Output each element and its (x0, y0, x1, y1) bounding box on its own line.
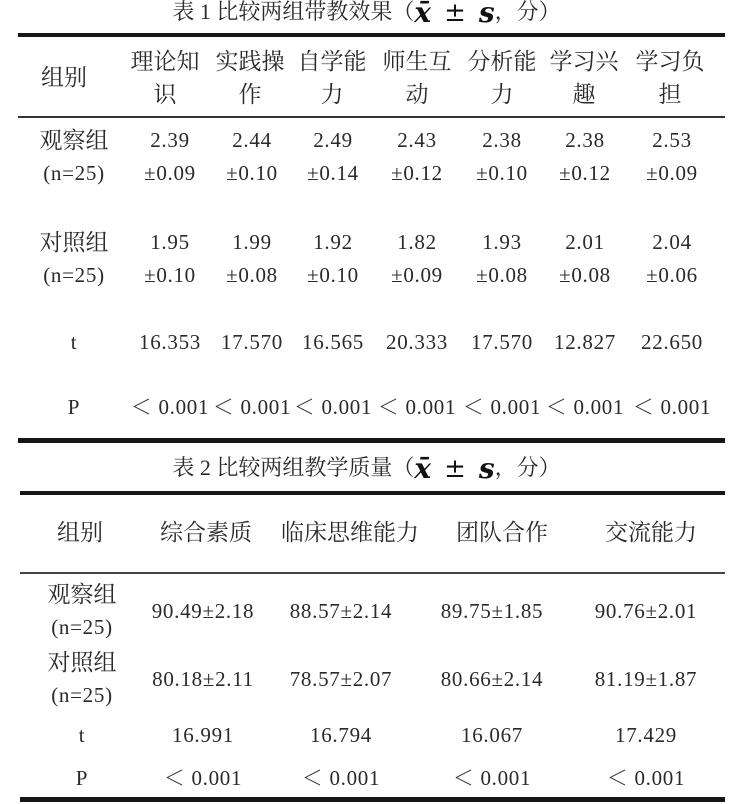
group-column-header: 组别 (41, 65, 87, 90)
sd-value: ±0.12 (391, 161, 443, 185)
group-name: 观察组 (39, 128, 109, 153)
sd-value: ±0.08 (476, 263, 528, 287)
mean-symbol: x̄ (414, 452, 432, 485)
sd-symbol: s (478, 0, 495, 29)
mean-value: 2.39 (150, 128, 190, 152)
p-value: ＜ 0.001 (632, 395, 712, 419)
mean-value: 2.43 (397, 128, 437, 152)
plus-minus-symbol: ± (444, 0, 466, 28)
sd-value: ±0.09 (391, 263, 443, 287)
mean-sd-cell: 81.19±1.87 (594, 667, 698, 691)
mean-sd-cell: 80.18±2.11 (152, 667, 254, 691)
p-value: ＜ 0.001 (212, 395, 292, 419)
group-name: 对照组 (47, 650, 117, 675)
t-value: 16.067 (461, 723, 523, 747)
mean-sd-cell: 78.57±2.07 (289, 667, 393, 691)
mean-value: 2.44 (232, 128, 272, 152)
group-column-header: 组别 (57, 520, 103, 545)
p-value: ＜ 0.001 (130, 395, 210, 419)
group-name: 观察组 (47, 582, 117, 607)
mean-value: 2.38 (565, 128, 605, 152)
mean-sd-cell: 88.57±2.14 (289, 599, 393, 623)
p-value: ＜ 0.001 (545, 395, 625, 419)
sd-value: ±0.09 (144, 161, 196, 185)
mean-sd-cell: 80.66±2.14 (440, 667, 544, 691)
column-header: 交流能力 (605, 520, 697, 545)
mean-value: 1.82 (397, 230, 437, 254)
p-value: ＜ 0.001 (462, 395, 542, 419)
mean-value: 1.92 (313, 230, 353, 254)
mean-symbol: x̄ (414, 0, 432, 29)
t-statistic-label: t (70, 330, 78, 354)
t-value: 22.650 (641, 330, 703, 354)
group-size: (n=25) (43, 161, 105, 185)
t-value: 20.333 (386, 330, 448, 354)
p-value-label: P (75, 766, 89, 790)
mean-sd-cell: 90.49±2.18 (151, 599, 255, 623)
t-value: 17.429 (615, 723, 677, 747)
mean-sd-cell: 89.75±1.85 (440, 599, 544, 623)
caption-unit: ，分） (494, 455, 561, 480)
sd-value: ±0.14 (307, 161, 359, 185)
plus-minus-symbol: ± (444, 454, 466, 484)
group-name: 对照组 (39, 230, 109, 255)
mean-value: 2.49 (313, 128, 353, 152)
p-value: ＜ 0.001 (293, 395, 373, 419)
table-row (0, 646, 733, 712)
column-header-text: 理论知识 (130, 49, 200, 107)
mean-value: 1.93 (482, 230, 522, 254)
sd-value: ±0.08 (559, 263, 611, 287)
column-header-text: 学习负担 (635, 49, 705, 107)
group-size: (n=25) (51, 683, 113, 707)
group-label (22, 578, 142, 644)
t-value: 16.991 (172, 723, 234, 747)
t-value: 17.570 (471, 330, 533, 354)
p-value: ＜ 0.001 (377, 395, 457, 419)
column-header: 团队合作 (456, 520, 548, 545)
bottom-rule (20, 797, 725, 802)
sd-value: ±0.10 (144, 263, 196, 287)
p-value: ＜ 0.001 (606, 766, 686, 790)
mean-value: 2.38 (482, 128, 522, 152)
sd-value: ±0.08 (226, 263, 278, 287)
mean-value: 1.95 (150, 230, 190, 254)
caption-text: 表 1 比较两组带教效果（ (172, 0, 415, 24)
sd-value: ±0.10 (476, 161, 528, 185)
t-row (0, 719, 733, 751)
column-header-text: 学习兴趣 (549, 49, 619, 107)
group-size: (n=25) (43, 263, 105, 287)
column-header-text: 师生互动 (382, 49, 452, 107)
group-label (22, 646, 142, 712)
p-value: ＜ 0.001 (163, 766, 243, 790)
mean-sd-cell: 90.76±2.01 (594, 599, 698, 623)
t-statistic-label: t (78, 723, 86, 747)
p-value: ＜ 0.001 (452, 766, 532, 790)
mean-value: 2.53 (652, 128, 692, 152)
mean-value: 2.04 (652, 230, 692, 254)
table-row (0, 578, 733, 644)
sd-symbol: s (478, 452, 495, 485)
t-value: 16.353 (139, 330, 201, 354)
t-value: 16.565 (302, 330, 364, 354)
p-row (0, 762, 733, 794)
p-value: ＜ 0.001 (301, 766, 381, 790)
group-size: (n=25) (51, 615, 113, 639)
t-value: 17.570 (221, 330, 283, 354)
p-value-label: P (67, 395, 81, 419)
column-header: 综合素质 (160, 520, 252, 545)
t-value: 12.827 (554, 330, 616, 354)
column-header-text: 分析能力 (467, 49, 537, 107)
caption-text: 表 2 比较两组教学质量（ (172, 455, 415, 480)
column-header-text: 自学能力 (297, 49, 367, 107)
column-header: 临床思维能力 (281, 520, 419, 545)
header-rule (20, 572, 725, 574)
sd-value: ±0.06 (646, 263, 698, 287)
sd-value: ±0.10 (226, 161, 278, 185)
sd-value: ±0.12 (559, 161, 611, 185)
caption-unit: ，分） (494, 0, 561, 24)
table-caption (0, 452, 733, 484)
top-rule (20, 491, 725, 495)
header-row (0, 517, 733, 549)
mean-value: 2.01 (565, 230, 605, 254)
mean-value: 1.99 (232, 230, 272, 254)
sd-value: ±0.09 (646, 161, 698, 185)
sd-value: ±0.10 (307, 263, 359, 287)
t-value: 16.794 (310, 723, 372, 747)
column-header-text: 实践操作 (215, 49, 285, 107)
